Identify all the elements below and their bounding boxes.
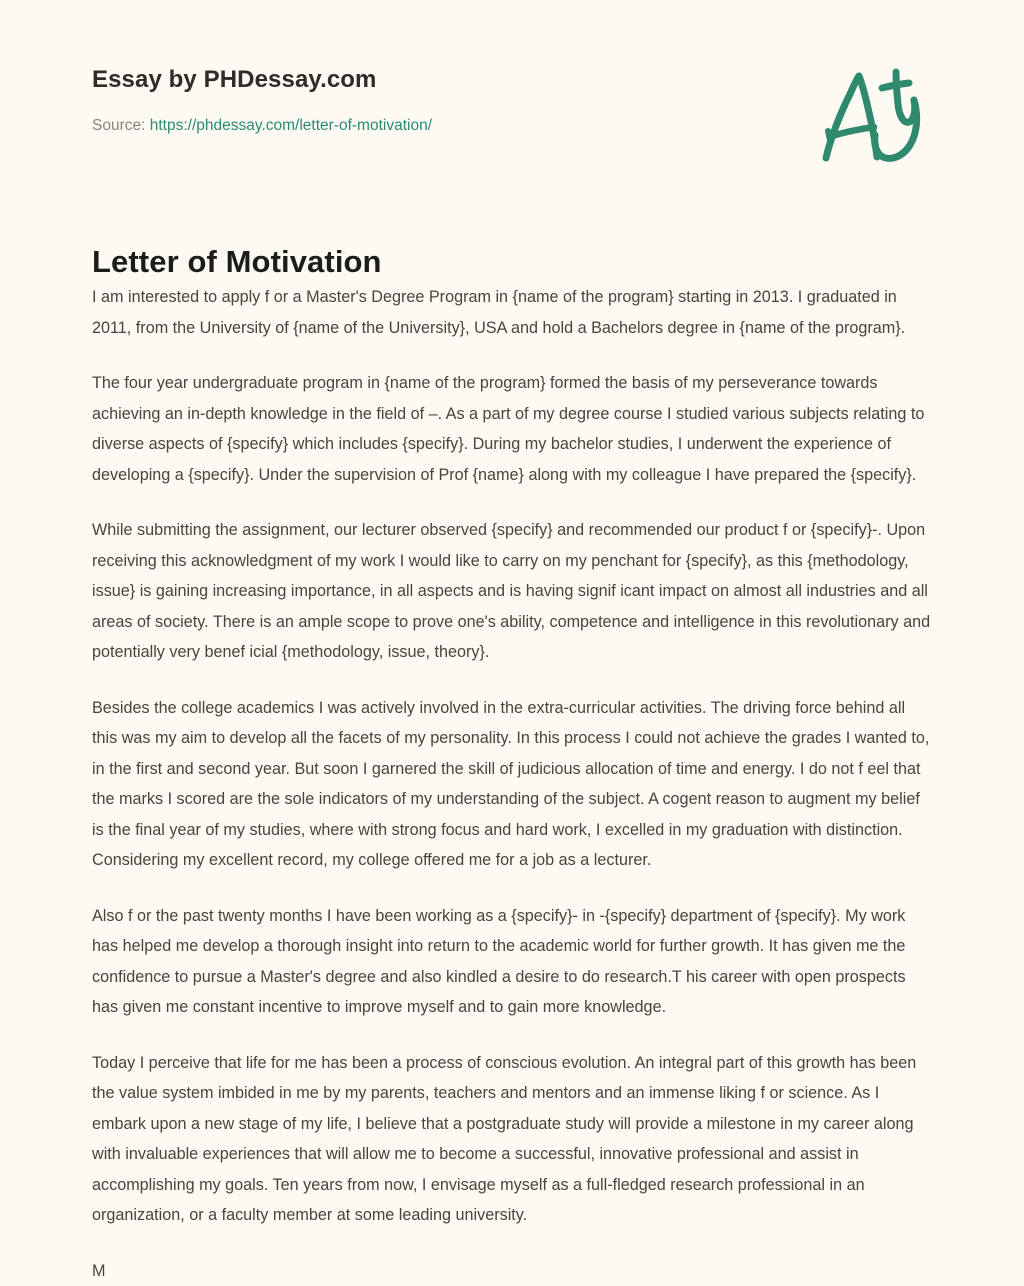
essay-body [92,282,932,1286]
source-url-link[interactable]: https://phdessay.com/letter-of-motivation/ [150,117,432,134]
paragraph-truncated: M [92,1256,932,1286]
paragraph: While submitting the assignment, our lecturer observed {specify} and recommended our product f or {specify}-. Upon receiving this acknowledgment of my work I would like to carry on my penchant for {specify}, as this {methodology, issue} is gaining increasing importance, in all aspects and is having signif icant impact on almost all industries and all areas of society. There is an ample scope to prove one's ability, competence and intelligence in this revolutionary and potentially very benef icial {methodology, issue, theory}. [92,515,932,668]
paragraph: I am interested to apply f or a Master's Degree Program in {name of the program} starting in 2013. I graduated in 2011, from the University of {name of the University}, USA and hold a Bachelors degree in {name of the program}. [92,282,932,343]
paragraph: Also f or the past twenty months I have been working as a {specify}- in -{specify} department of {specify}. My work has helped me develop a thorough insight into return to the academic world for further growth. It has given me the confidence to pursue a Master's degree and also kindled a desire to do research.T his career with open prospects has given me constant incentive to improve myself and to gain more knowledge. [92,901,932,1023]
source-line [92,116,932,136]
paragraph: The four year undergraduate program in {name of the program} formed the basis of my perseverance towards achieving an in-depth knowledge in the field of –. As a part of my degree course I studied various subjects relating to diverse aspects of {specify} which includes {specify}. During my bachelor studies, I underwent the experience of developing a {specify}. Under the supervision of Prof {name} along with my colleague I have prepared the {specify}. [92,368,932,490]
brand-title: Essay by PHDessay.com [92,66,932,95]
paragraph: Besides the college academics I was actively involved in the extra-curricular activities. The driving force behind all this was my aim to develop all the facets of my personality. In this process I could not achieve the grades I wanted to, in the first and second year. But soon I garnered the skill of judicious allocation of time and energy. I do not f eel that the marks I scored are the sole indicators of my understanding of the subject. A cogent reason to augment my belief is the final year of my studies, where with strong focus and hard work, I excelled in my graduation with distinction. Considering my excellent record, my college offered me for a job as a lecturer. [92,693,932,876]
source-label: Source: [92,117,145,134]
a-plus-logo [812,62,930,170]
page-header [92,66,932,136]
paragraph: Today I perceive that life for me has been a process of conscious evolution. An integral part of this growth has been the value system imbided in me by my parents, teachers and mentors and an immense liking f or science. As I embark upon a new stage of my life, I believe that a postgraduate study will provide a milestone in my career along with invaluable experiences that will allow me to become a successful, innovative professional and assist in accomplishing my goals. Ten years from now, I envisage myself as a full-fledged research professional in an organization, or a faculty member at some leading university. [92,1048,932,1231]
page-title: Letter of Motivation [92,243,382,282]
